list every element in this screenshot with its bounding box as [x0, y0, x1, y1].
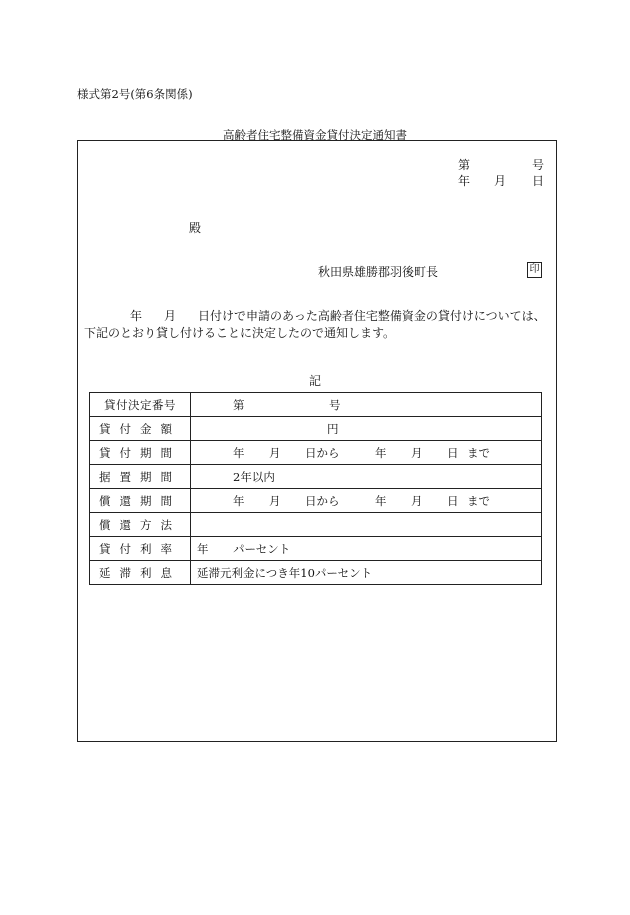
body-year: 年 — [130, 309, 143, 323]
value-part: 年 — [233, 494, 245, 508]
table-row — [90, 537, 542, 561]
value-part: 年 — [233, 446, 245, 460]
table-row — [90, 561, 542, 585]
table-row — [90, 513, 542, 537]
value-part: 円 — [327, 422, 339, 436]
value-part: 日から — [305, 494, 340, 508]
ki-heading: 記 — [308, 374, 321, 388]
row-value — [191, 417, 542, 441]
seal-stamp: 印 — [527, 262, 542, 278]
value-part: 年 — [375, 494, 387, 508]
value-part: まで — [467, 494, 490, 508]
row-label: 貸付金額 — [90, 417, 191, 441]
value-part: 年 — [197, 542, 209, 556]
row-label: 延滞利息 — [90, 561, 191, 585]
date-month: 月 — [494, 174, 507, 188]
issuer-name: 秋田県雄勝郡羽後町長 — [318, 265, 439, 279]
value-part: まで — [467, 446, 490, 460]
row-label: 貸付決定番号 — [90, 393, 191, 417]
value-part: 月 — [411, 494, 423, 508]
value-part: パーセント — [233, 542, 291, 556]
row-value — [191, 393, 542, 417]
loan-details-table — [89, 392, 542, 585]
notice-body — [84, 308, 554, 342]
date-day: 日 — [532, 174, 545, 188]
row-label: 貸付利率 — [90, 537, 191, 561]
row-value — [191, 489, 542, 513]
table-row — [90, 489, 542, 513]
row-value — [191, 465, 542, 489]
value-part: 日 — [447, 446, 459, 460]
value-part: 日 — [447, 494, 459, 508]
value-part: 月 — [411, 446, 423, 460]
row-label: 据置期間 — [90, 465, 191, 489]
row-label: 償還方法 — [90, 513, 191, 537]
table-row — [90, 441, 542, 465]
row-label: 貸付期間 — [90, 441, 191, 465]
table-row — [90, 417, 542, 441]
row-value — [191, 537, 542, 561]
addressee-honorific: 殿 — [189, 221, 202, 235]
body-month: 月 — [164, 309, 177, 323]
value-part: 年 — [375, 446, 387, 460]
value-part: 延滞元利金につき年10パーセント — [197, 566, 373, 580]
row-value — [191, 441, 542, 465]
row-value — [191, 561, 542, 585]
value-part: 第 — [233, 398, 245, 412]
date-year: 年 — [458, 174, 471, 188]
form-number-label: 様式第2号(第6条関係) — [77, 87, 193, 101]
value-part: 月 — [269, 446, 281, 460]
number-prefix: 第 — [458, 158, 471, 172]
value-part: 号 — [329, 398, 341, 412]
document-title: 高齢者住宅整備資金貸付決定通知書 — [223, 128, 407, 142]
value-part: 日から — [305, 446, 340, 460]
row-label: 償還期間 — [90, 489, 191, 513]
body-text: 日付けで申請のあった高齢者住宅整備資金の貸付けについては、下記のとおり貸し付けることに決定したので通知します。 — [84, 309, 546, 340]
value-part: 月 — [269, 494, 281, 508]
value-part: 2年以内 — [233, 470, 275, 484]
number-suffix: 号 — [532, 158, 545, 172]
table-row — [90, 465, 542, 489]
row-value — [191, 513, 542, 537]
table-row — [90, 393, 542, 417]
